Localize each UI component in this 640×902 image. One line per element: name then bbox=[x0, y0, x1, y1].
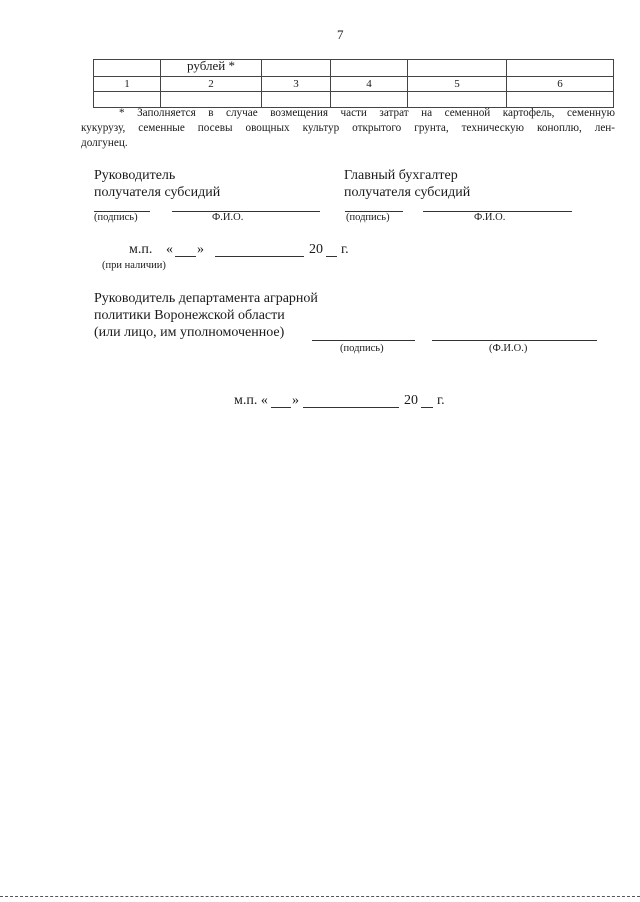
name-caption: Ф.И.О. bbox=[474, 212, 506, 223]
table-header-rubles: рублей * bbox=[187, 58, 235, 73]
date-day-line bbox=[175, 256, 196, 257]
signature-caption: (подпись) bbox=[340, 343, 384, 354]
column-number: 4 bbox=[331, 77, 408, 92]
name-caption: Ф.И.О. bbox=[212, 212, 244, 223]
page-number: 7 bbox=[337, 27, 344, 42]
subsidy-table bbox=[93, 59, 614, 108]
table-cell bbox=[262, 60, 331, 77]
right-signatory-subtitle: получателя субсидий bbox=[344, 185, 471, 200]
year-prefix: 20 bbox=[404, 393, 418, 408]
date-month-line bbox=[215, 256, 304, 257]
column-number: 2 bbox=[161, 77, 262, 92]
stamp-label: м.п. bbox=[129, 242, 153, 257]
name-line bbox=[172, 211, 320, 212]
column-number: 6 bbox=[507, 77, 614, 92]
name-line bbox=[432, 340, 597, 341]
date-quote-open: « bbox=[166, 242, 173, 257]
column-number: 1 bbox=[94, 77, 161, 92]
date-day-line bbox=[271, 407, 291, 408]
right-signatory-title: Главный бухгалтер bbox=[344, 168, 458, 183]
year-suffix: г. bbox=[341, 242, 349, 257]
year-line bbox=[326, 256, 337, 257]
footnote-line: * Заполняется в случае возмещения части затрат на семенной картофель, семенную bbox=[119, 107, 615, 119]
name-caption: (Ф.И.О.) bbox=[489, 343, 528, 354]
footnote-line: кукурузу, семенные посевы овощных культур открытого грунта, техническую коноплю, лен- bbox=[81, 122, 615, 134]
table-cell bbox=[331, 60, 408, 77]
table-cell bbox=[94, 60, 161, 77]
scan-edge-line bbox=[0, 896, 640, 897]
footnote-line: долгунец. bbox=[81, 137, 128, 149]
signature-line bbox=[312, 340, 415, 341]
signature-caption: (подпись) bbox=[94, 212, 138, 223]
left-signatory-subtitle: получателя субсидий bbox=[94, 185, 221, 200]
signature-caption: (подпись) bbox=[346, 212, 390, 223]
stamp-label: м.п. « bbox=[234, 393, 268, 408]
department-head-alt: (или лицо, им уполномоченное) bbox=[94, 325, 285, 340]
table-row bbox=[94, 60, 614, 77]
year-line bbox=[421, 407, 433, 408]
department-head-title: Руководитель департамента аграрной bbox=[94, 291, 318, 306]
stamp-note: (при наличии) bbox=[102, 260, 166, 271]
date-quote-close: » bbox=[197, 242, 204, 257]
left-signatory-title: Руководитель bbox=[94, 168, 176, 183]
table-cell bbox=[408, 60, 507, 77]
table-cell bbox=[507, 60, 614, 77]
department-head-org: политики Воронежской области bbox=[94, 308, 285, 323]
table-cell bbox=[161, 60, 262, 77]
column-number: 3 bbox=[262, 77, 331, 92]
footnote bbox=[81, 106, 615, 151]
year-prefix: 20 bbox=[309, 242, 323, 257]
date-quote-close: » bbox=[292, 393, 299, 408]
column-number: 5 bbox=[408, 77, 507, 92]
date-month-line bbox=[303, 407, 399, 408]
year-suffix: г. bbox=[437, 393, 445, 408]
table-row bbox=[94, 77, 614, 92]
